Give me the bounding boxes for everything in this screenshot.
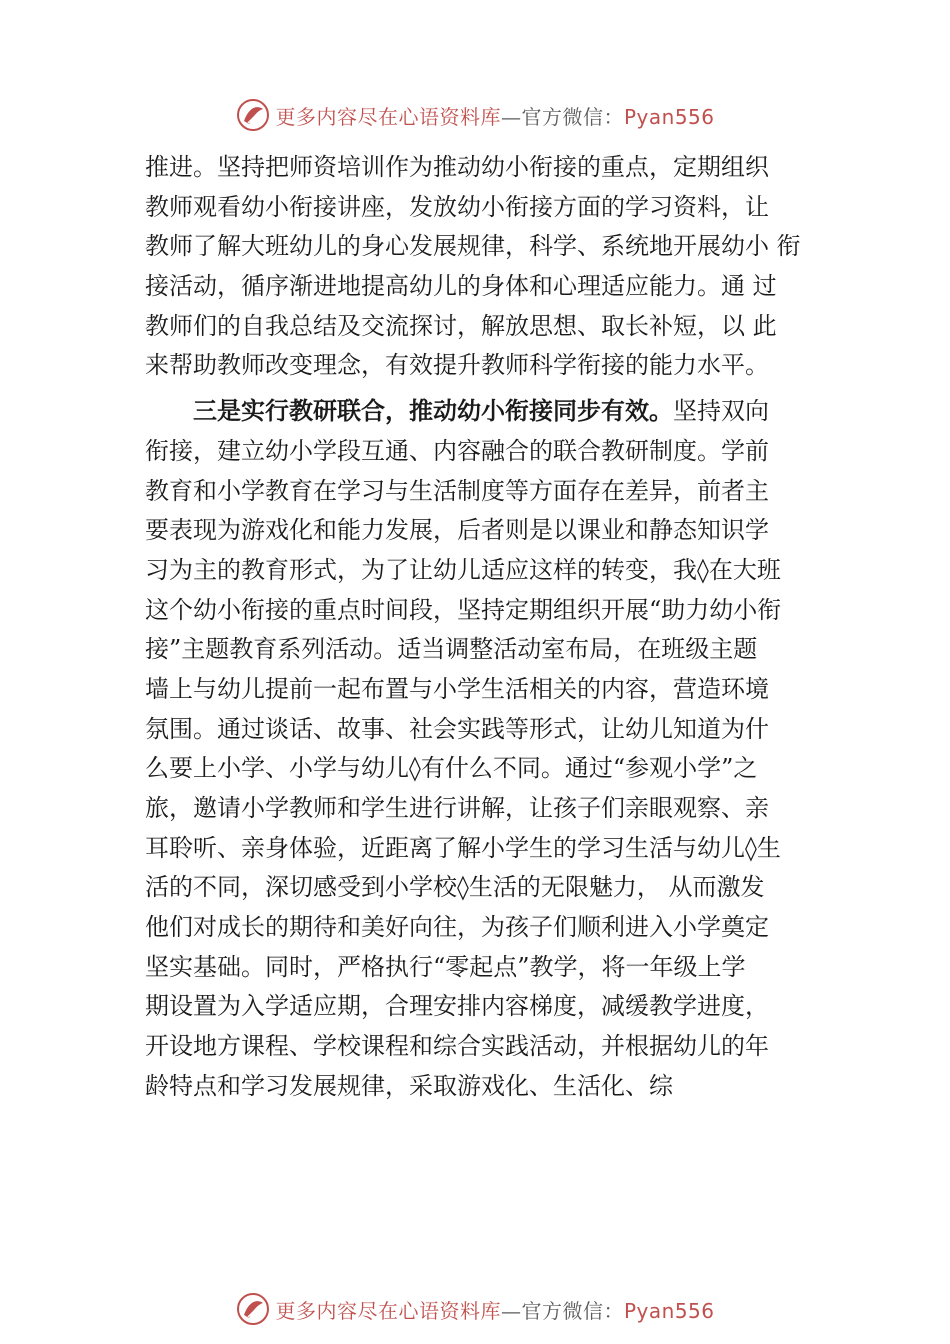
- para2-line: 坚实基础。同时，严格执行“零起点”教学，将一年级上学: [145, 952, 746, 981]
- header-dash: —: [500, 104, 522, 129]
- para1-line: 教师了解大班幼儿的身心发展规律，科学、系统地开展幼小 衔: [145, 232, 801, 261]
- header-brand: 更多内容尽在心语资料库: [275, 104, 501, 129]
- para2-line: 他们对成长的期待和美好向往，为孩子们顺利进入小学奠定: [145, 913, 769, 942]
- footer-wechat-id: Pyan556: [623, 1298, 715, 1323]
- para2-line: 墙上与幼儿提前一起布置与小学生活相关的内容，营造环境: [145, 674, 769, 703]
- header-wechat-id: Pyan556: [623, 104, 715, 129]
- para2-line: 要表现为游戏化和能力发展，后者则是以课业和静态知识学: [145, 516, 769, 545]
- para1-line: 来帮助教师改变理念，有效提升教师科学衔接的能力水平。: [145, 351, 769, 380]
- para2-line: 氛围。通过谈话、故事、社会实践等形式，让幼儿知道为什: [145, 714, 769, 743]
- para2-line: 旅，邀请小学教师和学生进行讲解，让孩子们亲眼观察、亲: [145, 794, 769, 822]
- para1-line: 推进。坚持把师资培训作为推动幼小衔接的重点，定期组织: [145, 153, 769, 181]
- para2-line: 开设地方课程、学校课程和综合实践活动，并根据幼儿的年: [145, 1032, 769, 1061]
- footer-watermark: [0, 1289, 950, 1329]
- header-wechat-label: 官方微信：: [521, 104, 624, 129]
- header-watermark: [0, 95, 950, 135]
- para2-line: 活的不同，深切感受到小学校◊生活的无限魅力， 从而激发: [145, 873, 765, 902]
- para2-first-line: [145, 392, 835, 432]
- para2-line: 教育和小学教育在学习与生活制度等方面存在差异，前者主: [145, 476, 769, 505]
- para2-line: 耳聆听、亲身体验，近距离了解小学生的学习生活与幼儿◊生: [145, 833, 781, 862]
- para2-line: 龄特点和学习发展规律，采取游戏化、生活化、综: [145, 1071, 673, 1100]
- section-heading: 三是实行教研联合，推动幼小衔接同步有效。: [193, 397, 673, 426]
- brand-logo-icon: [235, 97, 271, 133]
- footer-wechat-label: 官方微信：: [521, 1298, 624, 1323]
- document-body: [145, 148, 835, 1107]
- para2-line: 习为主的教育形式，为了让幼儿适应这样的转变，我◊在大班: [145, 555, 781, 584]
- footer-brand: 更多内容尽在心语资料库: [275, 1298, 501, 1323]
- para2-first-rest: 坚持双向: [673, 397, 769, 426]
- para2-line: 这个幼小衔接的重点时间段，坚持定期组织开展“助力幼小衔: [145, 595, 782, 624]
- footer-dash: —: [500, 1298, 522, 1323]
- para1-line: 教师们的自我总结及交流探讨，解放思想、取长补短，以 此: [145, 311, 777, 340]
- brand-logo-icon: [235, 1291, 271, 1327]
- para2-line: 接”主题教育系列活动。适当调整活动室布局，在班级主题: [145, 635, 758, 664]
- para1-line: 教师观看幼小衔接讲座，发放幼小衔接方面的学习资料，让: [145, 192, 769, 221]
- para1-line: 接活动，循序渐进地提高幼儿的身体和心理适应能力。通 过: [145, 272, 777, 301]
- para2-line: 衔接，建立幼小学段互通、内容融合的联合教研制度。学前: [145, 436, 769, 465]
- para2-line: 么要上小学、小学与幼儿◊有什么不同。通过“参观小学”之: [145, 754, 758, 783]
- para2-line: 期设置为入学适应期，合理安排内容梯度，减缓教学进度，: [145, 992, 769, 1021]
